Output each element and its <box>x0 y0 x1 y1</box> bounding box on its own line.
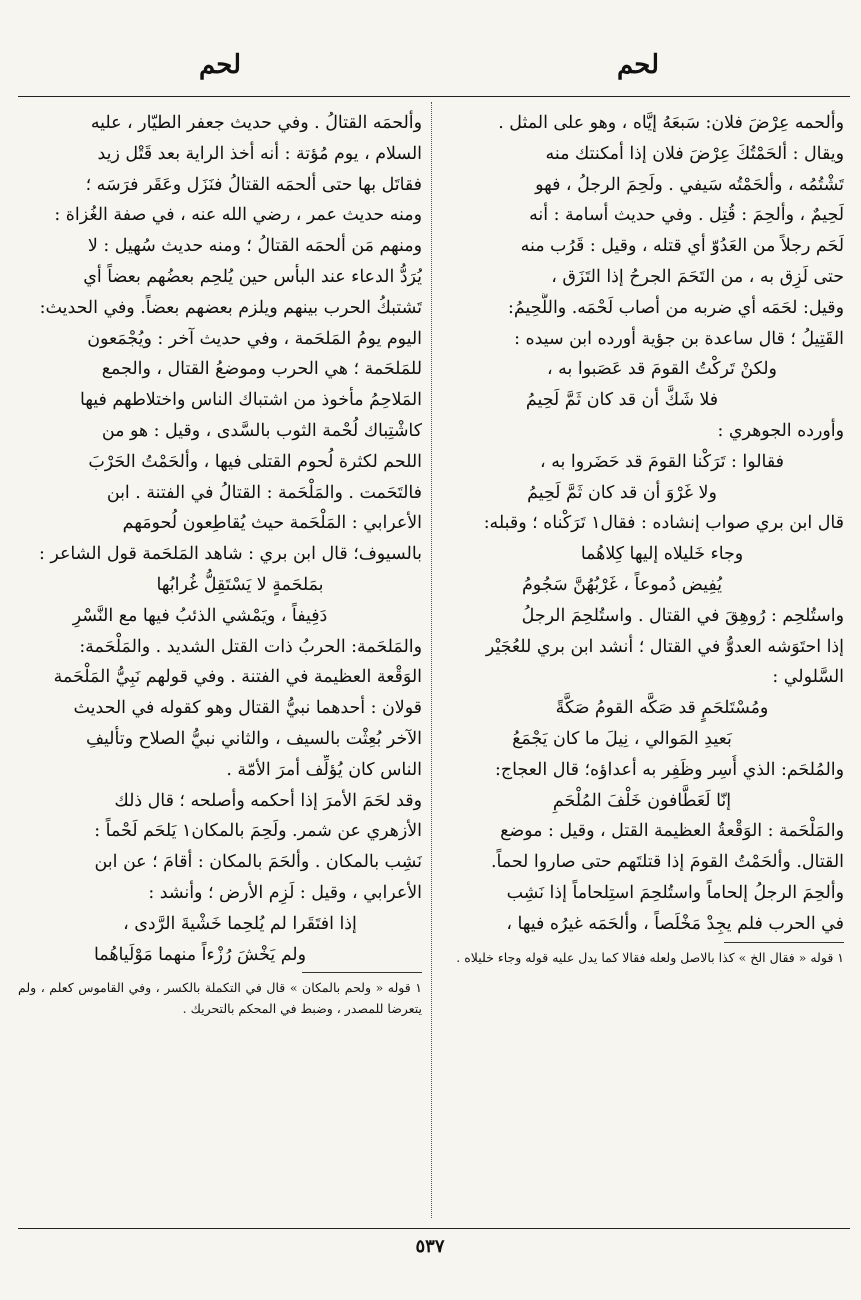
text-line: الوَقْعة العظيمة في الفتنة . وفي قولهم نَبِيُّ المَلْحَمة <box>53 667 422 688</box>
verse-line: ولكنْ تَركْتُ القومَ قد عَصَبوا به ، <box>547 359 777 380</box>
text-line: فقاتَل بها حتى ألحمَه القتالُ فنَزَل وعَقَر فرَسَه ؛ <box>85 174 422 195</box>
text-line: بالسيوف؛ قال ابن بري : شاهد المَلحَمة قول الشاعر : <box>39 544 422 565</box>
text-line: وألحمَه القتالُ . وفي حديث جعفر الطيّار ، عليه <box>90 113 422 133</box>
text-line: كاشْتِباك لُحْمة الثوب بالسَّدى ، وقيل : هو من <box>101 420 422 441</box>
paragraph <box>440 601 844 693</box>
text-line: الأعرابي : المَلْحَمة حيث يُقاطِعون لُحومَهم <box>122 513 422 534</box>
poem-verse <box>18 909 422 971</box>
text-line: المَلاحِمُ مأخوذ من اشتباك الناس واختلاطهم فيها <box>79 390 422 411</box>
right-column <box>440 108 844 1216</box>
text-line: والمَلْحَمة : الوَقْعةُ العظيمة القتل ، وقيل : موضع <box>500 821 844 842</box>
paragraph <box>440 816 844 939</box>
text-line: قولان : أحدهما نبيُّ القتال وهو كقوله في الحديث <box>73 698 422 719</box>
footnote: ١ قوله « ولحم بالمكان » قال في التكملة بالكسر ، وفي القاموس كعلم ، ولم يتعرضا للمصدر ، وضبط في المحكم بالتحريك . <box>18 980 422 1017</box>
column-divider <box>431 102 432 1218</box>
text-line: وقيل: لحَمَه أي ضربه من أصاب لَحْمَه. واللَّحِيمُ: <box>507 297 844 318</box>
verse-line: فقالوا : تَرَكْنا القومَ قد حَضَروا به ، <box>540 451 784 472</box>
verse-line: يُفِيض دُموعاً ، غَرْبُهُنَّ سَجُومُ <box>522 574 722 595</box>
paragraph <box>18 632 422 909</box>
text-line: القَتِيلُ ؛ قال ساعدة بن جؤية أورده ابن سيده : <box>514 328 844 349</box>
text-line: والمَلحَمة: الحربُ ذات القتل الشديد . والمَلْحَمة: <box>79 636 422 657</box>
page-header-right: لحم <box>616 50 659 80</box>
text-line: وألحمه عِرْضَ فلان: سَبعَهُ إيَّاه ، وهو على المثل . <box>498 113 844 133</box>
text-line: القتال. وألحَمْتُ القومَ إذا قتلتَهم حتى صاروا لحماً. <box>490 852 844 873</box>
verse-line: دَفِيفاً ، ويَمْشي الذئبُ فيها مع النَّسْرِ <box>72 605 328 626</box>
paragraph <box>440 108 844 354</box>
text-line: ومنهم مَن ألحمَه القتالُ ؛ ومنه حديث سُهيل : لا <box>87 236 422 257</box>
paragraph <box>18 108 422 570</box>
text-line: وأورده الجوهري : <box>717 420 844 441</box>
verse-line: بمَلحَمةٍ لا يَسْتَقِلُّ غُرابُها <box>156 574 324 595</box>
poem-verse <box>440 447 844 509</box>
text-line: الأزهري عن شمر. ولَحِمَ بالمكان١ يَلحَم لَحْماً : <box>94 821 422 842</box>
page-header-left: لحم <box>198 50 241 80</box>
text-line: حتى لَزِق به ، من التَحَمَ الجرحُ إذا التَزَق ، <box>551 266 844 287</box>
poem-verse <box>440 539 844 601</box>
left-column <box>18 108 422 1216</box>
header-rule <box>18 96 850 97</box>
text-line: لَحِيمٌ ، وألحِمَ : قُتِل . وفي حديث أسامة : أنه <box>529 205 844 226</box>
text-line: اليوم يومُ المَلحَمة ، وفي حديث آخر : ويُجْمَعون <box>87 328 422 349</box>
text-line: يُرَدُّ الدعاء عند البأس حين يُلحِم بعضُهم بعضاً أي <box>83 266 422 287</box>
verse-line: إذا افتَقَرا لم يُلحِما خَشْيةَ الرَّدى ، <box>123 913 357 934</box>
text-line: فالتَحَمت . والمَلْحَمة : القتالُ في الفتنة . ابن <box>106 482 422 503</box>
footnote-rule <box>302 972 422 973</box>
text-line: السلام ، يوم مُؤتة : أنه أخذ الراية بعد قَتْل زيد <box>97 143 422 164</box>
verse-line: إنّا لَعَطَّافون خَلْفَ المُلْحَمِ <box>552 790 732 811</box>
poem-verse <box>440 786 844 817</box>
text-line: والمُلحَم: الذي أُسِر وظَفِر به أعداؤه؛ قال العجاج: <box>495 759 844 780</box>
text-line: ومنه حديث عمر ، رضي الله عنه ، في صفة الغُزاة : <box>54 205 422 226</box>
text-line: الناس كان يُؤلِّف أمرَ الأمّة . <box>226 759 422 780</box>
footer-rule <box>18 1228 850 1229</box>
text-line: قال ابن بري صواب إنشاده : فقال١ تَرَكْناه ؛ وقبله: <box>483 513 844 534</box>
text-line: اللحم لكثرة لُحوم القتلى فيها ، وألحَمْتُ الحَرْبَ <box>88 451 422 472</box>
text-line: الأعرابي ، وقيل : لَزِم الأرض ؛ وأنشد : <box>148 882 422 903</box>
poem-verse <box>440 693 844 755</box>
verse-line: فلا شَكَّ أن قد كان ثَمَّ لَحِيمُ <box>525 390 719 411</box>
text-line: إذا احتَوَشه العدوُّ في القتال ؛ أنشد ابن بري للعُجَيْر <box>485 636 844 657</box>
poem-verse <box>440 354 844 416</box>
text-line: تَشْتُمُه ، وألحَمْتُه سَيفي . ولَحِمَ الرجلُ ، فهو <box>535 174 844 195</box>
footnote: ١ قوله « فقال الخ » كذا بالاصل ولعله فقالا كما يدل عليه قوله وجاء خليلاه . <box>456 949 844 965</box>
text-line: الآخر بُعِثْت بالسيف ، والثاني نبيُّ الصلاح وتأليفِ <box>85 728 422 749</box>
text-line: واستُلحِم : رُوهِقَ في القتال . واستُلحِمَ الرجلُ <box>521 605 844 626</box>
verse-line: ولم يَخْشَ رُزْءاً منهما مَوْلَياهُما <box>93 944 307 965</box>
text-line: للمَلحَمة ؛ هي الحرب وموضعُ القتال ، والجمع <box>101 359 422 380</box>
text-line: وألحِمَ الرجلُ إلحاماً واستُلحِمَ استِلحاماً إذا نَشِب <box>506 882 844 903</box>
text-line: لَحَم رجلاً من العَدُوّ أي قتله ، وقيل : قَرُب منه <box>520 236 844 257</box>
verse-line: وجاء خَليلاه إليها كِلاهُما <box>580 544 744 565</box>
verse-line: بَعيدِ المَوالي ، نِيلَ ما كان يَجْمَعُ <box>512 728 732 749</box>
footnote-rule <box>724 942 844 943</box>
poem-verse <box>18 570 422 632</box>
text-line: تَشتبكُ الحرب بينهم ويلزم بعضهم بعضاً. وفي الحديث: <box>39 297 422 318</box>
text-line: نَشِب بالمكان . وألحَمَ بالمكان : أقامَ ؛ عن ابن <box>94 852 422 873</box>
text-line: السَّلولي : <box>772 667 844 688</box>
text-line: وقد لحَمَ الأمرَ إذا أحكمه وأصلحه ؛ قال ذلك <box>114 790 422 811</box>
page-number: ٥٣٧ <box>415 1236 445 1257</box>
verse-line: ومُسْتَلحَمٍ قد صَكَّه القومُ صَكَّةً <box>555 698 769 719</box>
text-line: ويقال : ألحَمْتُكَ عِرْضَ فلان إذا أمكنتك منه <box>545 143 844 164</box>
verse-line: ولا غَرْوَ أن قد كان ثَمَّ لَحِيمُ <box>527 482 717 503</box>
text-line: في الحرب فلم يجِدْ مَخْلَصاً ، وألحَمَه غيرُه فيها ، <box>506 913 844 934</box>
